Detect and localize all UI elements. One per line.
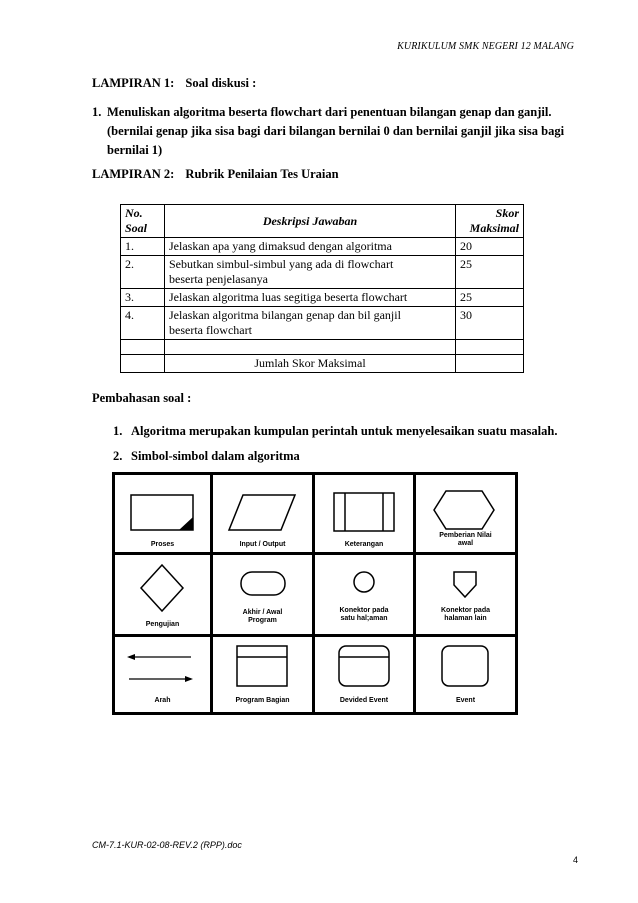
symbol-konektor bbox=[315, 555, 413, 634]
symbol-label: Arah bbox=[154, 697, 171, 704]
symbol-pengujian bbox=[115, 555, 210, 634]
symbol-program-bagian bbox=[213, 637, 312, 712]
row-desc: Jelaskan apa yang dimaksud dengan algoritma bbox=[165, 238, 456, 256]
symbol-input-output bbox=[213, 475, 312, 552]
table-row bbox=[121, 256, 524, 289]
row-desc: Jelaskan algoritma bilangan genap dan bil ganjil beserta flowchart bbox=[165, 307, 456, 340]
row-no: 3. bbox=[121, 289, 165, 307]
question-line-1: Menuliskan algoritma beserta flowchart dari penentuan bilangan genap dan ganjil. bbox=[107, 105, 552, 119]
document-header: KURIKULUM SMK NEGERI 12 MALANG bbox=[397, 41, 574, 52]
symbol-pemberian-nilai bbox=[416, 475, 515, 552]
question-number: 1. bbox=[92, 105, 102, 119]
header-no-soal: No. Soal bbox=[121, 205, 165, 238]
row-no: 2. bbox=[121, 256, 165, 289]
row-desc: Sebutkan simbul-simbul yang ada di flowchart beserta penjelasanya bbox=[165, 256, 456, 289]
symbol-konektor-halaman-lain bbox=[416, 555, 515, 634]
symbol-keterangan bbox=[315, 475, 413, 552]
rubric-header-row bbox=[121, 205, 524, 238]
question-line-3: bernilai 1) bbox=[107, 143, 163, 157]
symbol-label: Proses bbox=[150, 541, 175, 548]
flowchart-symbols-figure bbox=[112, 472, 518, 715]
row-score: 25 bbox=[456, 289, 524, 307]
table-row bbox=[121, 307, 524, 340]
lampiran-1-subtitle: Soal diskusi : bbox=[185, 76, 257, 90]
symbol-label: Input / Output bbox=[239, 541, 286, 548]
page-number: 4 bbox=[572, 855, 578, 865]
row-score: 20 bbox=[456, 238, 524, 256]
symbol-label: Program Bagian bbox=[235, 697, 290, 704]
table-row-empty bbox=[121, 340, 524, 355]
rubric-table bbox=[120, 204, 524, 373]
symbol-label: Konektor pada halaman lain bbox=[440, 607, 490, 622]
footer-document-code: CM-7.1-KUR-02-08-REV.2 (RPP).doc bbox=[92, 840, 242, 850]
row-no: 4. bbox=[121, 307, 165, 340]
row-no: 1. bbox=[121, 238, 165, 256]
row-score: 25 bbox=[456, 256, 524, 289]
symbol-label: Konektor pada satu hal;aman bbox=[339, 607, 389, 622]
table-row bbox=[121, 238, 524, 256]
symbol-label: Pengujian bbox=[145, 621, 180, 628]
symbol-label: Keterangan bbox=[344, 541, 384, 548]
row-score: 30 bbox=[456, 307, 524, 340]
lampiran-2-subtitle: Rubrik Penilaian Tes Uraian bbox=[185, 167, 339, 181]
table-total-row bbox=[121, 355, 524, 373]
lampiran-1-heading bbox=[92, 76, 256, 91]
pembahasan-item-2-number: 2. bbox=[113, 449, 123, 463]
lampiran-2-title: LAMPIRAN 2: bbox=[92, 167, 175, 181]
symbol-arah bbox=[115, 637, 210, 712]
symbol-event bbox=[416, 637, 515, 712]
lampiran-1-title: LAMPIRAN 1: bbox=[92, 76, 175, 90]
symbol-label: Akhir / Awal Program bbox=[242, 609, 283, 624]
symbol-akhir-awal bbox=[213, 555, 312, 634]
header-deskripsi: Deskripsi Jawaban bbox=[165, 205, 456, 238]
symbol-label: Event bbox=[455, 697, 476, 704]
lampiran-2-heading bbox=[92, 167, 339, 182]
symbol-label: Pemberian Nilai awal bbox=[439, 532, 492, 547]
header-skor: Skor Maksimal bbox=[456, 205, 524, 238]
pembahasan-item-2: Simbol-simbol dalam algoritma bbox=[131, 449, 300, 463]
question-line-2: (bernilai genap jika sisa bagi dari bilangan bernilai 0 dan bernilai ganjil jika sisa bagi bbox=[107, 124, 565, 138]
symbol-devided-event bbox=[315, 637, 413, 712]
pembahasan-item-1-number: 1. bbox=[113, 424, 123, 438]
symbol-label: Devided Event bbox=[339, 697, 389, 704]
symbol-proses bbox=[115, 475, 210, 552]
pembahasan-title: Pembahasan soal : bbox=[92, 391, 192, 405]
pembahasan-item-1: Algoritma merupakan kumpulan perintah untuk menyelesaikan suatu masalah. bbox=[131, 424, 558, 438]
row-desc: Jelaskan algoritma luas segitiga beserta flowchart bbox=[165, 289, 456, 307]
total-label: Jumlah Skor Maksimal bbox=[165, 355, 456, 373]
table-row bbox=[121, 289, 524, 307]
